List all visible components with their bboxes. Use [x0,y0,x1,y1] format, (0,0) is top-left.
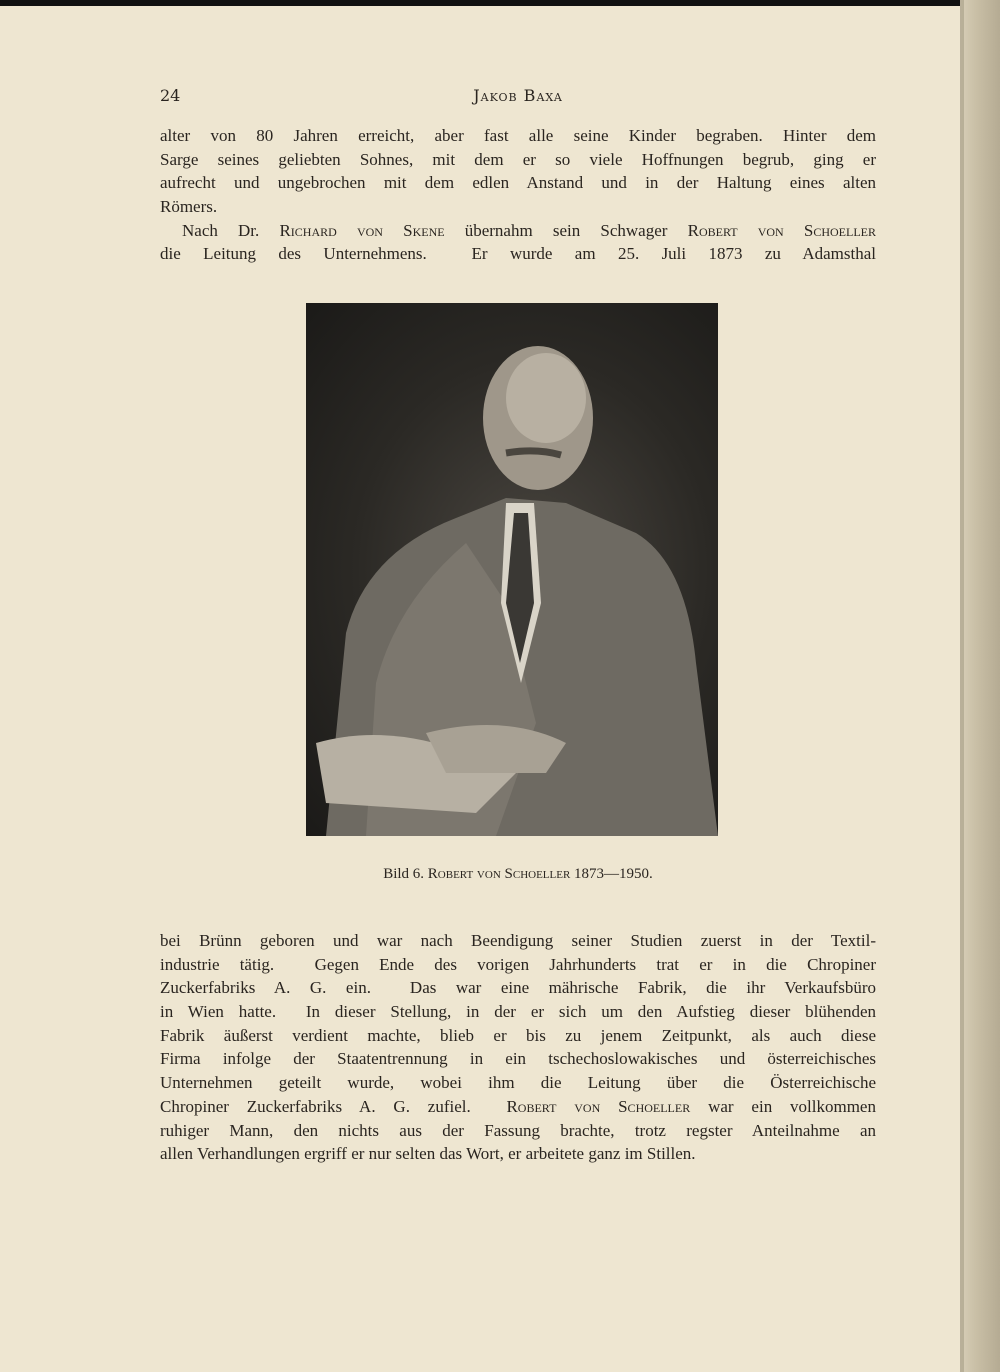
text-line [160,976,876,1000]
page-header [160,86,876,108]
person-name: Robert von Schoeller [506,1096,691,1116]
text-segment: Zuckerfabriks A. G. ein. Das war eine mährische Fabrik, die ihr Verkaufsbüro [160,978,876,998]
running-title: Jakob Baxa [473,86,563,105]
scan-top-border [0,0,1000,6]
text-line [160,1000,876,1024]
text-line [160,219,876,243]
portrait-illustration [306,303,718,836]
text-segment: aufrecht und ungebrochen mit dem edlen Anstand und in der Haltung eines alten [160,173,876,193]
text-segment: Römers. [160,197,218,217]
text-line [160,929,876,953]
text-line [160,1024,876,1048]
figure-caption [160,866,876,883]
text-segment: industrie tätig. Gegen Ende des vorigen Jahrhunderts trat er in die Chropiner [160,954,876,974]
person-name: Richard von Skene [279,220,445,240]
text-line [160,1119,876,1143]
text-segment: ruhiger Mann, den nichts aus der Fassung brachte, trotz regster Anteilnahme an [160,1120,876,1140]
figure-years: 1873—1950. [574,866,653,882]
page-edge-line [960,0,964,1372]
text-segment: allen Verhandlungen ergriff er nur selten das Wort, er arbeitete ganz im Stillen. [160,1144,696,1164]
text-line [160,124,876,148]
text-segment: bei Brünn geboren und war nach Beendigung seiner Studien zuerst in der Textil- [160,931,876,950]
text-segment: alter von 80 Jahren erreicht, aber fast alle seine Kinder begraben. Hinter dem [160,126,876,145]
text-line [160,1047,876,1071]
text-segment: Fabrik äußerst verdient machte, blieb er bis zu jenem Zeitpunkt, als auch diese [160,1025,876,1045]
text-segment: übernahm sein Schwager [444,220,688,240]
page-number: 24 [160,86,181,105]
lower-paragraph [160,929,876,1166]
text-segment: in Wien hatte. In dieser Stellung, in der er sich um den Aufstieg dieser blühenden [160,1002,876,1022]
text-segment: Unternehmen geteilt wurde, wobei ihm die Leitung über die Österreichische [160,1073,876,1093]
text-segment: Firma infolge der Staatentrennung in ein tschechoslowakisches und österreichisches [160,1049,876,1069]
text-line [160,242,876,266]
upper-paragraphs [160,124,876,266]
text-segment: Chropiner Zuckerfabriks A. G. zufiel. [160,1096,507,1116]
text-segment: Nach Dr. [182,220,280,240]
portrait-photo [306,303,718,836]
text-segment: die Leitung des Unternehmens. Er wurde am 25. Juli 1873 zu Adamsthal [160,244,876,264]
text-line [160,1142,876,1166]
text-segment: Sarge seines geliebten Sohnes, mit dem er so viele Hoffnungen begrub, ging er [160,149,876,169]
text-line [160,1095,876,1119]
figure-label: Bild 6. [383,866,425,882]
page-edge [960,0,1000,1372]
text-line [160,953,876,977]
text-line [160,195,876,219]
figure-name: Robert von Schoeller [427,866,571,882]
text-line [160,1071,876,1095]
text-line [160,171,876,195]
text-segment: war ein vollkommen [690,1096,876,1116]
text-line [160,148,876,172]
person-name: Robert von Schoeller [687,220,876,240]
